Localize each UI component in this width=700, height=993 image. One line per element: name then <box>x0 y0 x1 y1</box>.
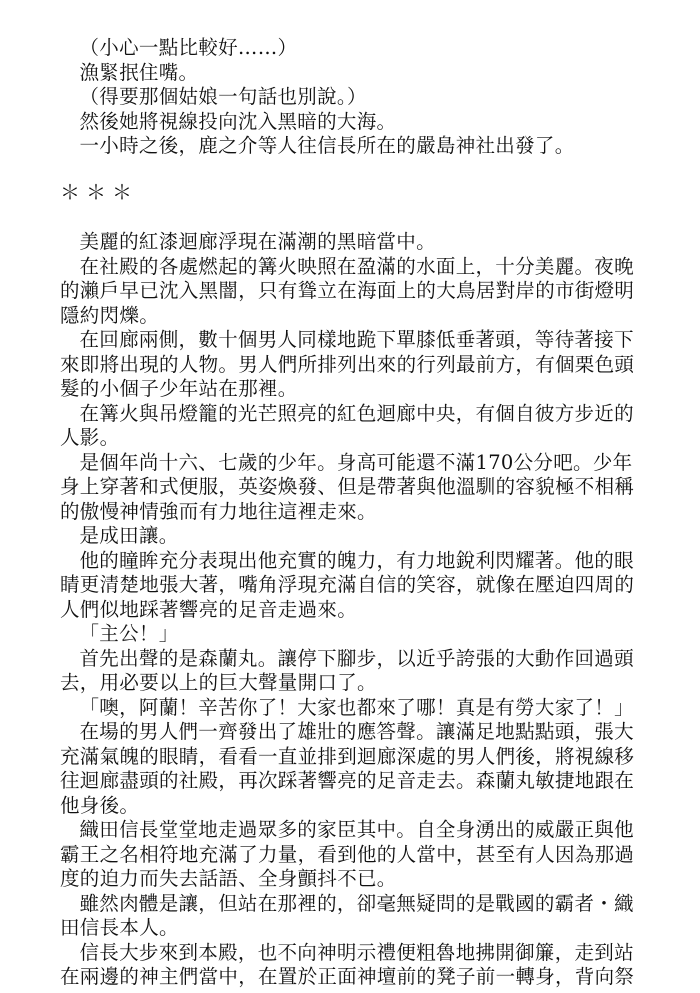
paragraph: 「主公！」 <box>79 622 179 645</box>
paragraph: 雖然肉體是讓，但站在那裡的，卻毫無疑問的是戰國的霸者・織田信長本人。 <box>60 891 634 939</box>
section-separator: ＊＊＊ <box>60 180 138 204</box>
paragraph: 「噢，阿蘭！辛苦你了！大家也都來了哪！真是有勞大家了！」 <box>79 695 634 719</box>
paragraph: 他的瞳眸充分表現出他充實的魄力，有力地銳利閃耀著。他的眼睛更清楚地張大著，嘴角浮現充滿自信的笑容，就像在壓迫四周的人們似地踩著響亮的足音走過來。 <box>60 548 635 621</box>
paragraph: 織田信長堂堂地走過眾多的家臣其中。自全身湧出的威嚴正與他霸王之名相符地充滿了力量，看到他的人當中，甚至有人因為那過度的迫力而失去話語、全身顫抖不已。 <box>60 818 635 890</box>
paragraph: 在場的男人們一齊發出了雄壯的應答聲。讓滿足地點點頭，張大充滿氣魄的眼睛，看看一直並排到迴廊深處的男人們後，將視線移往迴廊盡頭的社殿，再次踩著響亮的足音走去。森蘭丸敏捷地跟在他身後。 <box>60 720 635 817</box>
paragraph: 首先出聲的是森蘭丸。讓停下腳步，以近乎誇張的大動作回過頭去，用必要以上的巨大聲量開口了。 <box>60 646 634 694</box>
paragraph: 在社殿的各處燃起的篝火映照在盈滿的水面上，十分美麗。夜晚的瀨戶早已沈入黑闇，只有聳立在海面上的大鳥居對岸的市街燈明隱約閃爍。 <box>60 254 635 327</box>
paragraph: 漁緊抿住嘴。 <box>79 60 199 84</box>
paragraph: 在篝火與吊燈籠的光芒照亮的紅色迴廊中央，有個自彼方步近的人影。 <box>60 401 634 449</box>
paragraph: 美麗的紅漆迴廊浮現在滿潮的黑暗當中。 <box>79 230 436 253</box>
paragraph: 在回廊兩側，數十個男人同樣地跪下單膝低垂著頭，等待著接下來即將出現的人物。男人們所排列出來的行列最前方，有個栗色頭髮的小個子少年站在那裡。 <box>60 328 635 400</box>
paragraph: 然後她將視線投向沈入黑暗的大海。 <box>79 109 397 133</box>
paragraph: （得要那個姑娘一句話也別說。） <box>79 85 367 108</box>
opening-text-block <box>60 36 640 159</box>
paragraph: 信長大步來到本殿，也不向神明示禮便粗魯地拂開御簾，走到站在兩邊的神主們當中，在置於正面神壇前的凳子前一轉身，背向祭 <box>60 940 635 988</box>
paragraph: 一小時之後，鹿之介等人往信長所在的嚴島神社出發了。 <box>79 134 575 157</box>
paragraph: （小心一點比較好……） <box>79 36 298 59</box>
paragraph: 是個年尚十六、七歲的少年。身高可能還不滿170公分吧。少年身上穿著和式便服，英姿煥發、但是帶著與他溫馴的容貌極不相稱的傲慢神情強而有力地往這裡走來。 <box>60 450 635 523</box>
main-text-block <box>60 230 640 990</box>
paragraph: 是成田讓。 <box>79 524 179 547</box>
